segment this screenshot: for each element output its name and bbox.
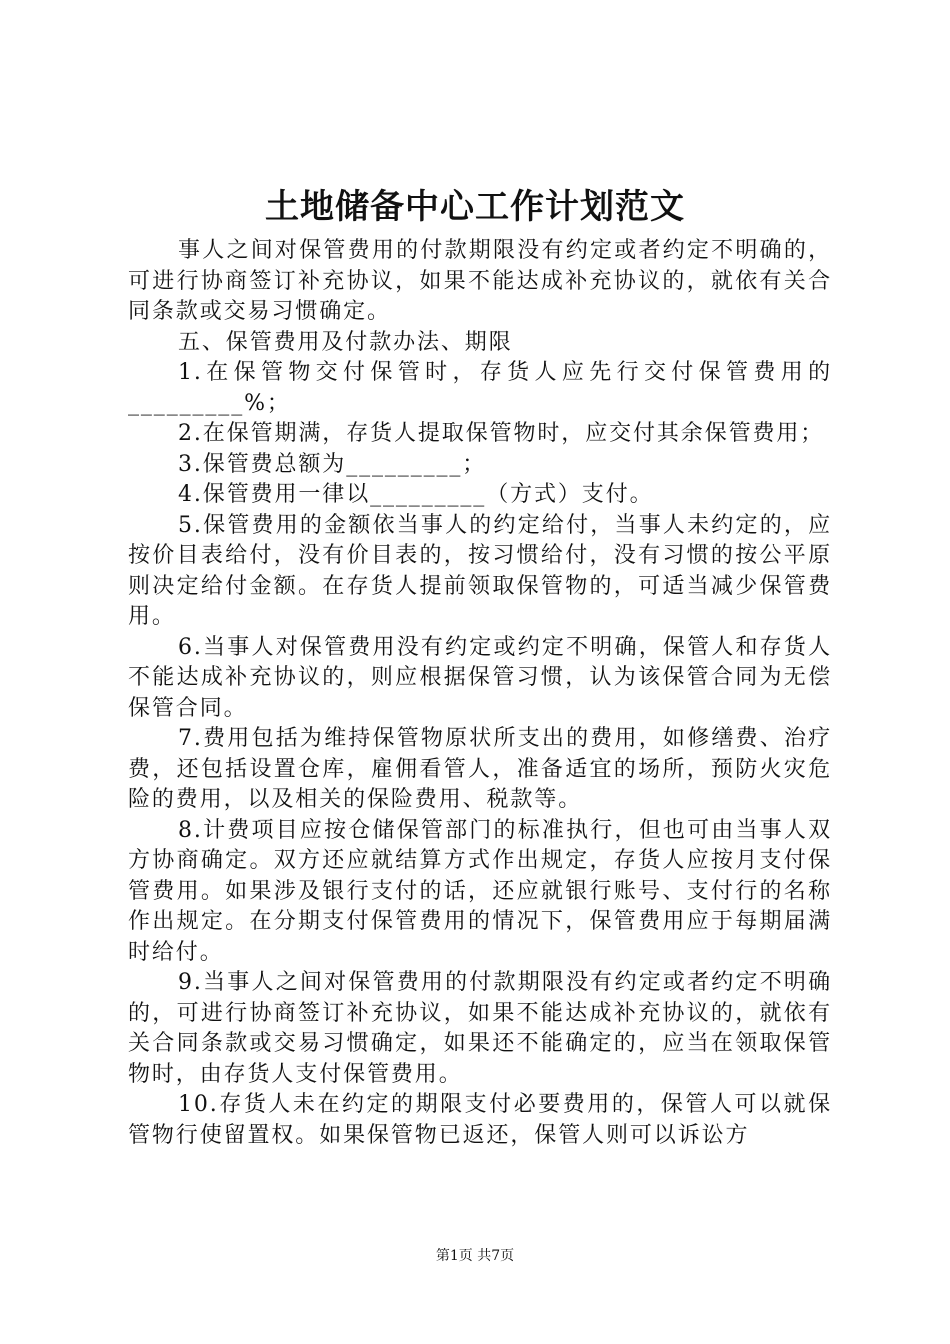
paragraph: 5.保管费用的金额依当事人的约定给付，当事人未约定的，应按价目表给付，没有价目表的，按习惯给付，没有习惯的按公平原则决定给付金额。在存货人提前领取保管物的，可适当减少保管费用。	[128, 512, 832, 629]
section-heading: 五、保管费用及付款办法、期限	[178, 329, 513, 355]
paragraph: 1.在保管物交付保管时，存货人应先行交付保管费用的_________%；	[128, 360, 832, 416]
document-body	[128, 236, 832, 1151]
page-footer: 第1页 共7页	[435, 1248, 515, 1264]
paragraph: 6.当事人对保管费用没有约定或约定不明确，保管人和存货人不能达成补充协议的，则应根据保管习惯，认为该保管合同为无偿保管合同。	[128, 634, 832, 721]
paragraph: 10.存货人未在约定的期限支付必要费用的，保管人可以就保管物行使留置权。如果保管物已返还，保管人则可以诉讼方	[128, 1092, 832, 1148]
paragraph: 4.保管费用一律以_________（方式）支付。	[178, 482, 654, 507]
paragraph: 7.费用包括为维持保管物原状所支出的费用，如修缮费、治疗费，还包括设置仓库，雇佣看管人，准备适宜的场所，预防火灾危险的费用，以及相关的保险费用、税款等。	[128, 726, 832, 812]
paragraph: 9.当事人之间对保管费用的付款期限没有约定或者约定不明确的，可进行协商签订补充协议，如果不能达成补充协议的，就依有关合同条款或交易习惯确定，如果还不能确定的，应当在领取保管物时，由存货人支付保管费用。	[128, 970, 832, 1087]
paragraph: 2.在保管期满，存货人提取保管物时，应交付其余保管费用；	[178, 421, 825, 446]
paragraph: 3.保管费总额为_________；	[178, 451, 487, 477]
paragraph: 8.计费项目应按仓储保管部门的标准执行，但也可由当事人双方协商确定。双方还应就结算方式作出规定，存货人应按月支付保管费用。如果涉及银行支付的话，还应就银行账号、支付行的名称作出规定。在分期支付保管费用的情况下，保管费用应于每期届满时给付。	[128, 817, 832, 965]
paragraph: 事人之间对保管费用的付款期限没有约定或者约定不明确的，可进行协商签订补充协议，如果不能达成补充协议的，就依有关合同条款或交易习惯确定。	[128, 238, 832, 324]
document-title: 土地储备中心工作计划范文	[265, 187, 685, 227]
